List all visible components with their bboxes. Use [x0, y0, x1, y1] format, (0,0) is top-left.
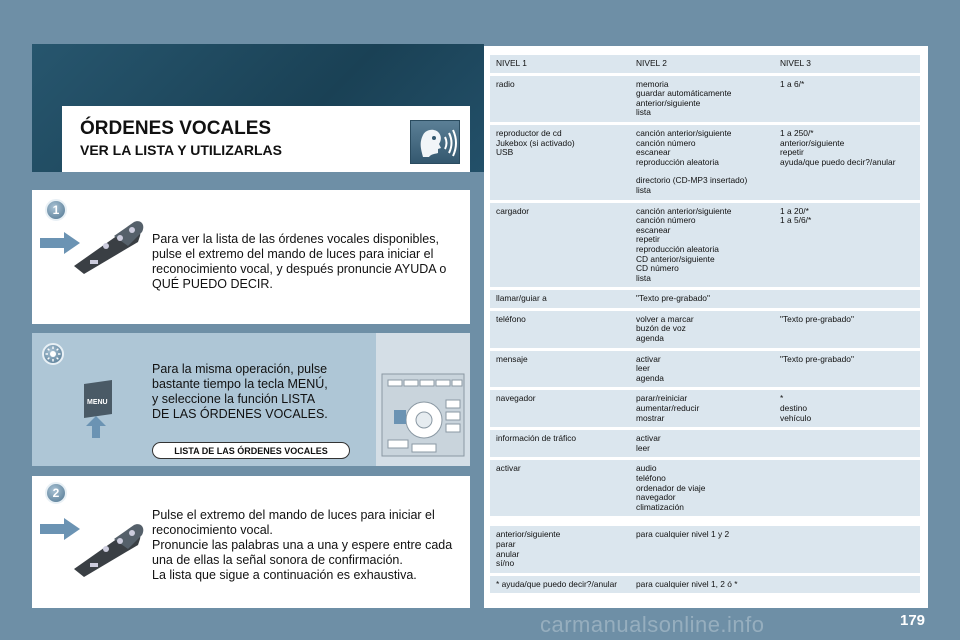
table-cell [490, 125, 630, 200]
table-cell [490, 311, 630, 348]
page-title: ÓRDENES VOCALES [80, 118, 272, 139]
cell-line: lista [636, 107, 651, 118]
table-cell [490, 526, 630, 572]
sun-badge [42, 343, 64, 365]
cell-line: anterior/siguiente [636, 97, 701, 108]
light-stalk-icon [70, 206, 150, 276]
cell-line: navegador [496, 393, 536, 404]
step-2-text: Pulse el extremo del mando de luces para iniciar el reconocimiento vocal. Pronuncie las palabras una a una y espere entre cada una de ellas la señal sonora de confirmación. La lista que sigue a continuación es exhaustiva. [152, 508, 453, 582]
cell-line: leer [636, 363, 650, 374]
table-spacer [490, 519, 920, 523]
cell-line: climatización [636, 501, 684, 512]
cell-line: canción anterior/siguiente [636, 205, 732, 216]
table-cell [774, 125, 920, 200]
cell-line: canción número [636, 215, 696, 226]
cell-line: lista [636, 272, 651, 283]
cell-line: parar/reiniciar [636, 393, 688, 404]
table-cell [774, 390, 920, 427]
cell-line: para cualquier nivel 1 y 2 [636, 529, 730, 540]
cell-line: repetir [636, 234, 660, 245]
table-row [490, 430, 920, 457]
table-cell [774, 311, 920, 348]
cell-line: * ayuda/que puedo decir?/anular [496, 578, 618, 589]
cell-line: canción anterior/siguiente [636, 127, 732, 138]
page-number: 179 [900, 612, 926, 629]
voice-levels-table [490, 52, 920, 596]
table-cell [490, 351, 630, 388]
cell-line: guardar automáticamente [636, 88, 732, 99]
cell-line: navegador [636, 492, 676, 503]
cell-line: radio [496, 78, 515, 89]
header-nivel-2: NIVEL 2 [630, 55, 774, 73]
table-cell [630, 125, 774, 200]
cell-line: agenda [636, 372, 664, 383]
table-row [490, 351, 920, 388]
cell-line: anterior/siguiente [496, 529, 561, 540]
cell-line: reproducción aleatoria [636, 243, 719, 254]
cell-line: 1 a 6/* [780, 78, 805, 89]
cell-line: anterior/siguiente [780, 137, 845, 148]
cell-line: CD anterior/siguiente [636, 253, 715, 264]
cell-line: sí/no [496, 558, 515, 569]
cell-line: directorio (CD-MP3 insertado) [636, 175, 748, 186]
cell-line: leer [636, 442, 650, 453]
table-cell [630, 576, 920, 594]
table-cell [774, 430, 920, 457]
cell-line: llamar/guiar a [496, 293, 547, 304]
table-cell [490, 390, 630, 427]
table-row [490, 576, 920, 594]
cell-line: anular [496, 548, 520, 559]
table-cell [490, 460, 630, 516]
table-cell [774, 290, 920, 308]
cell-line: 1 a 250/* [780, 127, 814, 138]
cell-line: * [780, 393, 784, 404]
step-2-badge: 2 [45, 482, 67, 504]
table-cell [630, 526, 920, 572]
cell-line: mostrar [636, 412, 665, 423]
sun-icon [45, 346, 61, 362]
cell-line: reproductor de cd [496, 127, 562, 138]
table-header-row [490, 55, 920, 73]
voice-command-icon [410, 120, 460, 164]
table-cell [630, 430, 774, 457]
cell-line: memoria [636, 78, 669, 89]
cell-line: volver a marcar [636, 313, 694, 324]
menu-key-label: MENU [87, 399, 108, 406]
table-cell [630, 76, 774, 122]
light-stalk-icon [70, 506, 150, 582]
cell-line: USB [496, 147, 514, 158]
table-cell [630, 390, 774, 427]
table-row [490, 125, 920, 200]
table-row [490, 460, 920, 516]
cell-line: teléfono [636, 473, 666, 483]
step-menu-text: Para la misma operación, pulse bastante tiempo la tecla MENÚ, y seleccione la función LISTA DE LAS ÓRDENES VOCALES. [152, 362, 328, 421]
cell-line: cargador [496, 205, 530, 216]
cell-line: canción número [636, 137, 696, 148]
cell-line: repetir [780, 147, 804, 158]
cell-line: "Texto pre-grabado" [780, 313, 854, 324]
table-cell [490, 76, 630, 122]
table-cell [774, 203, 920, 288]
table-cell [774, 351, 920, 388]
table-cell [490, 430, 630, 457]
table-cell [630, 290, 774, 308]
table-row [490, 526, 920, 572]
table-cell [490, 290, 630, 308]
menu-key [80, 380, 116, 445]
step-1-badge: 1 [45, 199, 67, 221]
cell-line: ordenador de viaje [636, 482, 706, 493]
table-row [490, 76, 920, 122]
cell-line: aumentar/reducir [636, 403, 700, 414]
table-row [490, 311, 920, 348]
voice-list-tag: LISTA DE LAS ÓRDENES VOCALES [152, 442, 350, 459]
table-cell [630, 203, 774, 288]
cell-line: "Texto pre-grabado" [780, 353, 854, 364]
cell-line: información de tráfico [496, 433, 577, 444]
table-row [490, 390, 920, 427]
cell-line: buzón de voz [636, 323, 686, 334]
table-cell [630, 460, 774, 516]
cell-line: lista [636, 184, 651, 195]
cell-line: vehículo [780, 412, 812, 423]
cell-line: 1 a 5/6/* [780, 215, 812, 226]
cell-line: activar [496, 463, 521, 474]
watermark: carmanualsonline.info [540, 612, 765, 637]
cell-line: teléfono [496, 313, 526, 324]
cell-line: CD número [636, 263, 679, 274]
table-cell [774, 460, 920, 516]
table-cell [490, 203, 630, 288]
cell-line: activar [636, 353, 661, 364]
header-nivel-1: NIVEL 1 [490, 55, 630, 73]
table-row [490, 290, 920, 308]
table-cell [630, 351, 774, 388]
cell-line: Jukebox (si activado) [496, 137, 575, 148]
cell-line: mensaje [496, 353, 528, 364]
table-cell [490, 576, 630, 594]
table-cell [774, 76, 920, 122]
table-row [490, 203, 920, 288]
cell-line: para cualquier nivel 1, 2 ó * [636, 578, 738, 589]
cell-line: reproducción aleatoria [636, 156, 719, 167]
cell-line: parar [496, 538, 516, 549]
cell-line: escanear [636, 224, 671, 235]
page-subtitle: VER LA LISTA Y UTILIZARLAS [80, 142, 282, 158]
cell-line: ayuda/que puedo decir?/anular [780, 156, 896, 167]
step-1-text: Para ver la lista de las órdenes vocales disponibles, pulse el extremo del mando de luces para iniciar el reconocimiento vocal, y después pronuncie AYUDA o QUÉ PUEDO DECIR. [152, 232, 447, 291]
table-cell [630, 311, 774, 348]
cell-line: escanear [636, 147, 671, 158]
header-nivel-3: NIVEL 3 [774, 55, 920, 73]
cell-line: 1 a 20/* [780, 205, 809, 216]
cell-line: "Texto pre-grabado" [636, 293, 710, 304]
cell-line: agenda [636, 333, 664, 344]
cell-line: audio [636, 463, 657, 474]
dashboard-console-icon [380, 370, 466, 460]
cell-line: destino [780, 403, 808, 414]
cell-line: activar [636, 433, 661, 444]
